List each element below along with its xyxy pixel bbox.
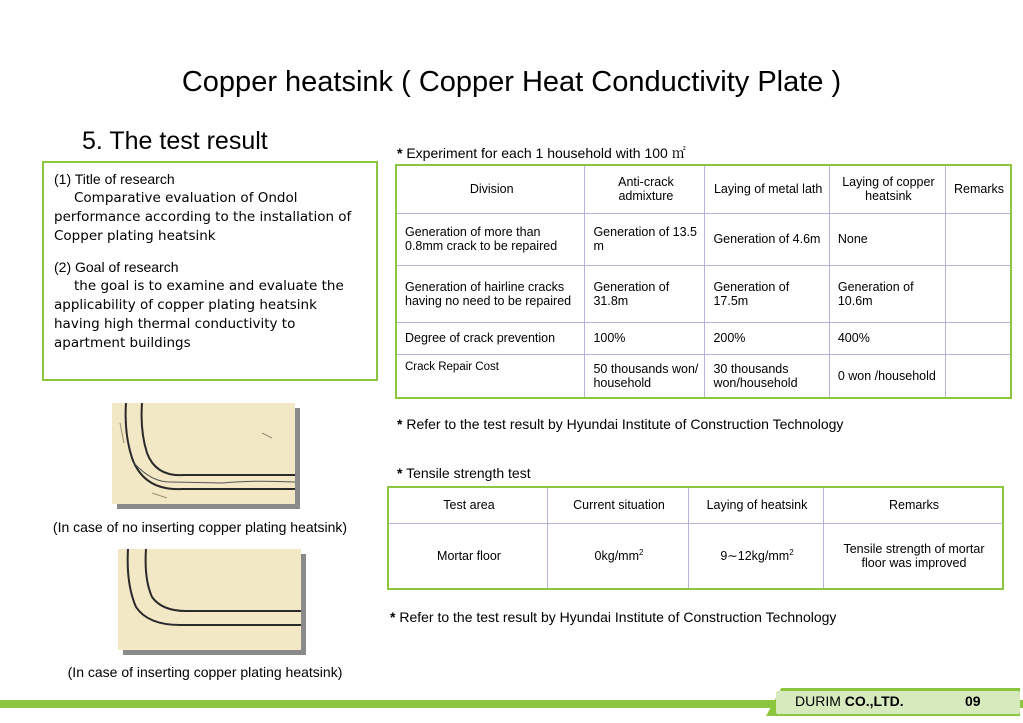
slide-title: Copper heatsink ( Copper Heat Conductivity Plate ) bbox=[181, 66, 842, 98]
table-header-row bbox=[388, 487, 1003, 523]
table-cell: None bbox=[829, 213, 945, 265]
tensile-reference-text: Refer to the test result by Hyundai Institute of Construction Technology bbox=[399, 609, 837, 625]
research-goal-heading: (2) Goal of research bbox=[54, 259, 179, 275]
table-cell: 200% bbox=[705, 322, 829, 354]
table-cell: 0 won /household bbox=[829, 354, 945, 398]
table-cell: Generation of hairline cracks having no need to be repaired bbox=[396, 265, 585, 322]
table-row bbox=[396, 354, 1011, 398]
research-box bbox=[42, 161, 378, 381]
experiment-note-text: Experiment for each 1 household with 100 ㎡ bbox=[406, 145, 686, 161]
table-cell: 100% bbox=[585, 322, 705, 354]
table-cell: Generation of 4.6m bbox=[705, 213, 829, 265]
crack-photo-no-heatsink bbox=[112, 403, 295, 504]
table-cell: Crack Repair Cost bbox=[396, 354, 585, 398]
header-cell: Laying of heatsink bbox=[689, 487, 824, 523]
table-cell bbox=[945, 213, 1011, 265]
tensile-note bbox=[397, 465, 531, 481]
table-row bbox=[396, 213, 1011, 265]
footer-company: DURIM CO.,LTD. bbox=[795, 693, 904, 709]
table-cell: Degree of crack prevention bbox=[396, 322, 585, 354]
table-cell: Tensile strength of mortar floor was improved bbox=[824, 523, 1004, 589]
header-cell: Test area bbox=[388, 487, 548, 523]
table-cell bbox=[945, 354, 1011, 398]
table-header-row bbox=[396, 165, 1011, 213]
bullet-star: * bbox=[390, 609, 396, 625]
table-cell: 30 thousands won/household bbox=[705, 354, 829, 398]
table-cell bbox=[945, 322, 1011, 354]
header-cell: Laying of metal lath bbox=[705, 165, 829, 213]
header-cell: Laying of copper heatsink bbox=[829, 165, 945, 213]
table-cell: Generation of 31.8m bbox=[585, 265, 705, 322]
tensile-note-text: Tensile strength test bbox=[406, 465, 531, 481]
table-cell: Generation of 17.5m bbox=[705, 265, 829, 322]
table-cell: 50 thousands won/ household bbox=[585, 354, 705, 398]
table-cell: $0kg/mm^2$ bbox=[548, 523, 689, 589]
crack-photo-with-heatsink bbox=[118, 549, 301, 650]
table-cell: $9\sim 12kg/mm^2$ bbox=[689, 523, 824, 589]
bullet-star: * bbox=[397, 465, 403, 481]
experiment-table bbox=[395, 164, 1012, 399]
research-goal-text: the goal is to examine and evaluate the applicability of copper plating heatsink having high thermal conductivity to apartment buildings bbox=[54, 278, 344, 351]
table-row bbox=[396, 265, 1011, 322]
table-cell: Mortar floor bbox=[388, 523, 548, 589]
experiment-reference bbox=[397, 416, 843, 432]
header-cell: Current situation bbox=[548, 487, 689, 523]
tensile-table bbox=[387, 486, 1004, 590]
table-row bbox=[396, 322, 1011, 354]
photo-caption-with-heatsink: (In case of inserting copper plating heatsink) bbox=[67, 664, 343, 680]
header-cell: Remarks bbox=[824, 487, 1004, 523]
tensile-reference bbox=[390, 609, 836, 625]
bullet-star: * bbox=[397, 145, 403, 161]
header-cell: Division bbox=[396, 165, 585, 213]
table-row bbox=[388, 523, 1003, 589]
table-cell: 400% bbox=[829, 322, 945, 354]
research-title-text: Comparative evaluation of Ondol performance according to the installation of Copper plating heatsink bbox=[54, 190, 352, 244]
section-heading: 5. The test result bbox=[82, 127, 268, 155]
experiment-reference-text: Refer to the test result by Hyundai Institute of Construction Technology bbox=[406, 416, 844, 432]
research-title-heading: (1) Title of research bbox=[54, 171, 175, 187]
table-cell bbox=[945, 265, 1011, 322]
header-cell: Anti-crack admixture bbox=[585, 165, 705, 213]
page-number: 09 bbox=[965, 693, 981, 709]
photo-caption-no-heatsink: (In case of no inserting copper plating heatsink) bbox=[52, 519, 348, 535]
table-cell: Generation of 10.6m bbox=[829, 265, 945, 322]
table-cell: Generation of 13.5 m bbox=[585, 213, 705, 265]
table-cell: Generation of more than 0.8mm crack to be repaired bbox=[396, 213, 585, 265]
experiment-note bbox=[397, 143, 686, 163]
bullet-star: * bbox=[397, 416, 403, 432]
header-cell: Remarks bbox=[945, 165, 1011, 213]
